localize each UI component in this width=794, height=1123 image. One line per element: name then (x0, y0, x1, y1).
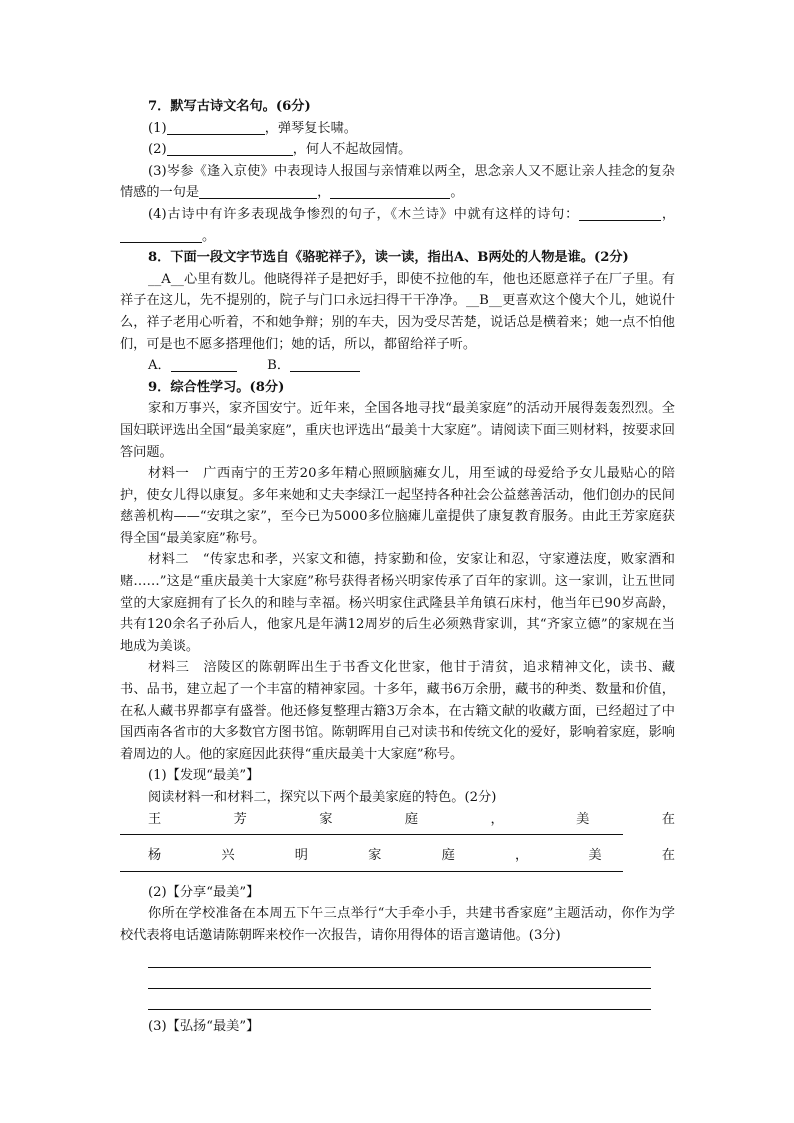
q8-passage-part2: 更喜欢这个傻大个儿，她说什么，祥子老用心听着，不和她争辩；别的车夫，因为受尽苦楚，说话总是横着来；她一点不怕他们，可是也不愿多搭理他们；她的话，所以，都留给祥子听。 (120, 293, 676, 352)
q9-sub2-prompt: 你所在学校准备在本周五下午三点举行“大手牵小手，共建书香家庭”主题活动，你作为学校代表将电话邀请陈朝晖来校作一次报告，请你用得体的语言邀请他。(3分) (120, 906, 675, 943)
q9-intro: 家和万事兴，家齐国安宁。近年来，全国各地寻找“最美家庭”的活动开展得轰轰烈烈。全国妇联评选出全国“最美家庭”，重庆也评选出“最美十大家庭”。请阅读下面三则材料，按要求回答问题。 (120, 401, 675, 460)
row2-char: 美 (588, 848, 602, 864)
q7-part1 (120, 118, 675, 140)
q7-part2-text: ，何人不起故园情。 (292, 142, 412, 158)
q7-part2 (120, 139, 675, 161)
q9-sub1-title: (1)【发现“最美”】 (148, 768, 260, 784)
q8-passage-part1: 心里有数儿。他晓得祥子是把好手，即使不拉他的车，他也还愿意祥子在厂子里。有祥子在这儿，先不提别的，院子与门口永远扫得干干净净。 (120, 271, 675, 309)
q7-part4-blank-2[interactable] (120, 227, 202, 243)
q7-part4-mid: ， (661, 206, 676, 222)
q9-sub1-prompt: 阅读材料一和材料二，探究以下两个最美家庭的特色。(2分) (148, 790, 497, 805)
row1-char: 庭 (404, 811, 419, 827)
row2-char: 杨 (148, 848, 162, 864)
q9-sub2-answer-line-3[interactable] (148, 989, 651, 1010)
q8-answer-b-blank[interactable] (290, 356, 360, 372)
row2-char: 在 (661, 848, 675, 864)
q9-sub1-row-2 (120, 845, 675, 867)
q8-passage (120, 269, 675, 355)
q7-title: 7．默写古诗文名句。(6分) (148, 99, 311, 114)
q8-label-a: A． (148, 358, 171, 374)
row1-char: 美 (576, 811, 590, 827)
row1-char: ， (490, 811, 504, 827)
q7-part4-end: 。 (202, 228, 216, 244)
row2-char: 明 (294, 848, 308, 864)
q7-part4-text: (4)古诗中有许多表现战争惨烈的句子，《木兰诗》中就有这样的诗句： (148, 206, 580, 222)
q7-part1-blank[interactable] (167, 119, 265, 135)
q7-part1-text: ，弹琴复长啸。 (264, 120, 357, 136)
row1-char: 芳 (233, 811, 247, 827)
q7-part2-label: (2) (148, 142, 167, 158)
row2-char: 家 (368, 848, 382, 864)
q9-sub2-title: (2)【分享“最美”】 (148, 884, 260, 900)
q9-sub1-row-1 (120, 809, 675, 831)
q8-title: 8．下面一段文字节选自《骆驼祥子》，读一读，指出A、B两处的人物是谁。(2分) (148, 250, 629, 266)
q8-mark-b: __B__ (465, 293, 503, 309)
row2-char: ， (514, 848, 529, 864)
q7-part3-text: (3)岑参《逢入京使》中表现诗人报国与亲情难以两全，思念亲人又不愿让亲人挂念的复杂情感的一句是 (120, 163, 675, 201)
q8-answers (120, 355, 675, 377)
q9-title: 9．综合性学习。(8分) (148, 379, 285, 395)
exam-page (120, 96, 675, 1037)
q8-label-b: B． (267, 358, 291, 374)
q7-part3 (120, 161, 675, 204)
q9-material-1: 材料一 广西南宁的王芳20多年精心照顾脑瘫女儿，用至诚的母爱给予女儿最贴心的陪护，使女儿得以康复。多年来她和丈夫李绿江一起坚持各种社会公益慈善活动，他们创办的民间慈善机构——“安琪之家”，至今已为5000多位脑瘫儿童提供了康复教育服务。由此王芳家庭获得全国“最美家庭”称号。 (120, 466, 675, 546)
q8-answer-a-blank[interactable] (171, 356, 237, 372)
q9-sub3-title: (3)【弘扬“最美”】 (148, 1018, 260, 1034)
q7-part1-label: (1) (148, 120, 167, 136)
q9-sub1-answer-line-1[interactable] (120, 830, 623, 835)
q9-material-3: 材料三 涪陵区的陈朝晖出生于书香文化世家，他甘于清贫，追求精神文化，读书、藏书、品书，建立起了一个丰富的精神家园。十多年，藏书6万余册，藏书的种类、数量和价值，在私人藏书界都享有盛誉。他还修复整理古籍3万余本，在古籍文献的收藏方面，已经超过了中国西南各省市的大多数官方图书馆。陈朝晖用自己对读书和传统文化的爱好，影响着家庭，影响着周边的人。他的家庭因此获得“重庆最美十大家庭”称号。 (120, 660, 675, 762)
row2-char: 兴 (221, 848, 235, 864)
q9-sub2-answer-line-2[interactable] (148, 968, 651, 989)
q7-part3-blank-1[interactable] (199, 183, 317, 199)
q7-part2-blank[interactable] (167, 140, 293, 156)
q8-mark-a: __A__ (148, 271, 184, 287)
row1-char: 在 (661, 811, 675, 827)
q7-part3-end: 。 (450, 185, 464, 201)
q9-material-2: 材料二 “传家忠和孝，兴家文和德，持家勤和俭，安家让和忍，守家遵法度，败家酒和赌……”这是“重庆最美十大家庭”称号获得者杨兴明家传承了百年的家训。这一家训，让五世同堂的大家庭拥有了长久的和睦与幸福。杨兴明家住武隆县羊角镇石床村，他当年已90岁高龄，共有120余名子孙后人，他家凡是年满12周岁的后生必须熟背家训，其“齐家立德”的家规在当地成为美谈。 (120, 552, 675, 654)
q7-part4-blank-1[interactable] (579, 205, 661, 221)
row2-char: 庭 (441, 848, 455, 864)
q7-part3-mid: ， (317, 185, 331, 201)
q7-part4 (120, 204, 675, 247)
row1-char: 家 (319, 811, 333, 827)
q9-sub1-answer-line-2[interactable] (120, 867, 623, 872)
row1-char: 王 (148, 811, 162, 827)
q9-sub2-answer-line-1[interactable] (148, 947, 651, 968)
q7-part3-blank-2[interactable] (330, 183, 450, 199)
